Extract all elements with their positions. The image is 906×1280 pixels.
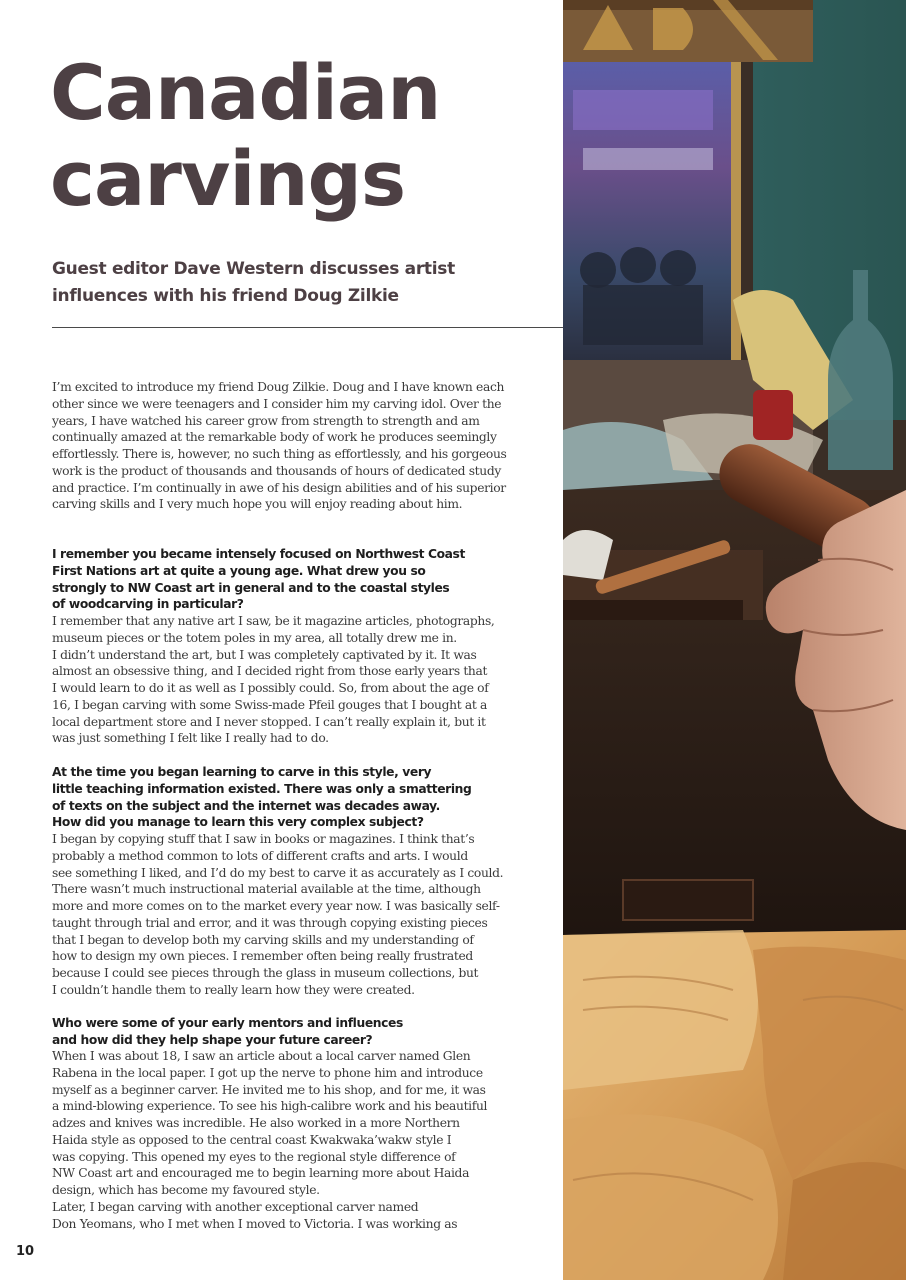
subtitle-line-1: Guest editor Dave Western discusses artist bbox=[52, 259, 455, 279]
subtitle-line-2: influences with his friend Doug Zilkie bbox=[52, 286, 399, 306]
article-title bbox=[50, 50, 550, 222]
title-divider bbox=[52, 327, 563, 328]
answer-2: I began by copying stuff that I saw in books or magazines. I think that’s probably a method common to lots of different crafts and arts. I would see something I liked, and I’d do my best to carve it as accurately as I could. There wasn’t much instructional material available at the time, although more and more comes on to the market every year now. I was basically self- taught through trial and error, and it was through copying existing pieces that I began to develop both my carving skills and my understanding of how to design my own pieces. I remember often being really frustrated because I could see pieces through the glass in museum collections, but I couldn’t handle them to really learn how they were created. bbox=[52, 832, 504, 997]
title-line-2: carvings bbox=[50, 134, 406, 223]
question-2: At the time you began learning to carve in this style, very little teaching information existed. There was only a smattering of texts on the subject and the internet was decades away. How did you manage to learn this very complex subject? bbox=[52, 765, 472, 830]
article-subtitle bbox=[52, 256, 532, 310]
answer-1: I remember that any native art I saw, be it magazine articles, photographs, museum pieces or the totem poles in my area, all totally drew me in. I didn’t understand the art, but I was completely captivated by it. It was almost an obsessive thing, and I decided right from those early years that I would learn to do it as well as I possibly could. So, from about the age of 16, I began carving with some Swiss-made Pfeil gouges that I bought at a local department store and I never stopped. I can’t really explain it, but it was just something I felt like I really had to do. bbox=[52, 614, 495, 746]
question-3: Who were some of your early mentors and influences and how did they help shape your future career? bbox=[52, 1016, 403, 1047]
question-1: I remember you became intensely focused on Northwest Coast First Nations art at quite a young age. What drew you so strongly to NW Coast art in general and to the coastal styles of woodcarving in particular? bbox=[52, 547, 465, 612]
intro-paragraph: I’m excited to introduce my friend Doug Zilkie. Doug and I have known each other since we were teenagers and I consider him my carving idol. Over the years, I have watched his career grow from strength to strength and am continually amazed at the remarkable body of work he produces seemingly effortlessly. There is, however, no such thing as effortlessly, and his gorgeous work is the product of thousands and thousands of hours of dedicated study and practice. I’m continually in awe of his design abilities and of his superior carving skills and I very much hope you will enjoy reading about him. bbox=[52, 380, 507, 512]
title-line-1: Canadian bbox=[50, 48, 441, 137]
workshop-photo bbox=[563, 0, 906, 1280]
answer-3: When I was about 18, I saw an article about a local carver named Glen Rabena in the local paper. I got up the nerve to phone him and introduce myself as a beginner carver. He invited me to his shop, and for me, it was a mind-blowing experience. To see his high-calibre work and his beautiful adzes and knives was incredible. He also worked in a more Northern Haida style as opposed to the central coast Kwakwaka’wakw style I was copying. This opened my eyes to the regional style difference of NW Coast art and encouraged me to begin learning more about Haida design, which has become my favoured style. Later, I began carving with another exceptional carver named Don Yeomans, who I met when I moved to Victoria. I was working as bbox=[52, 1049, 488, 1231]
page-number: 10 bbox=[16, 1244, 35, 1259]
